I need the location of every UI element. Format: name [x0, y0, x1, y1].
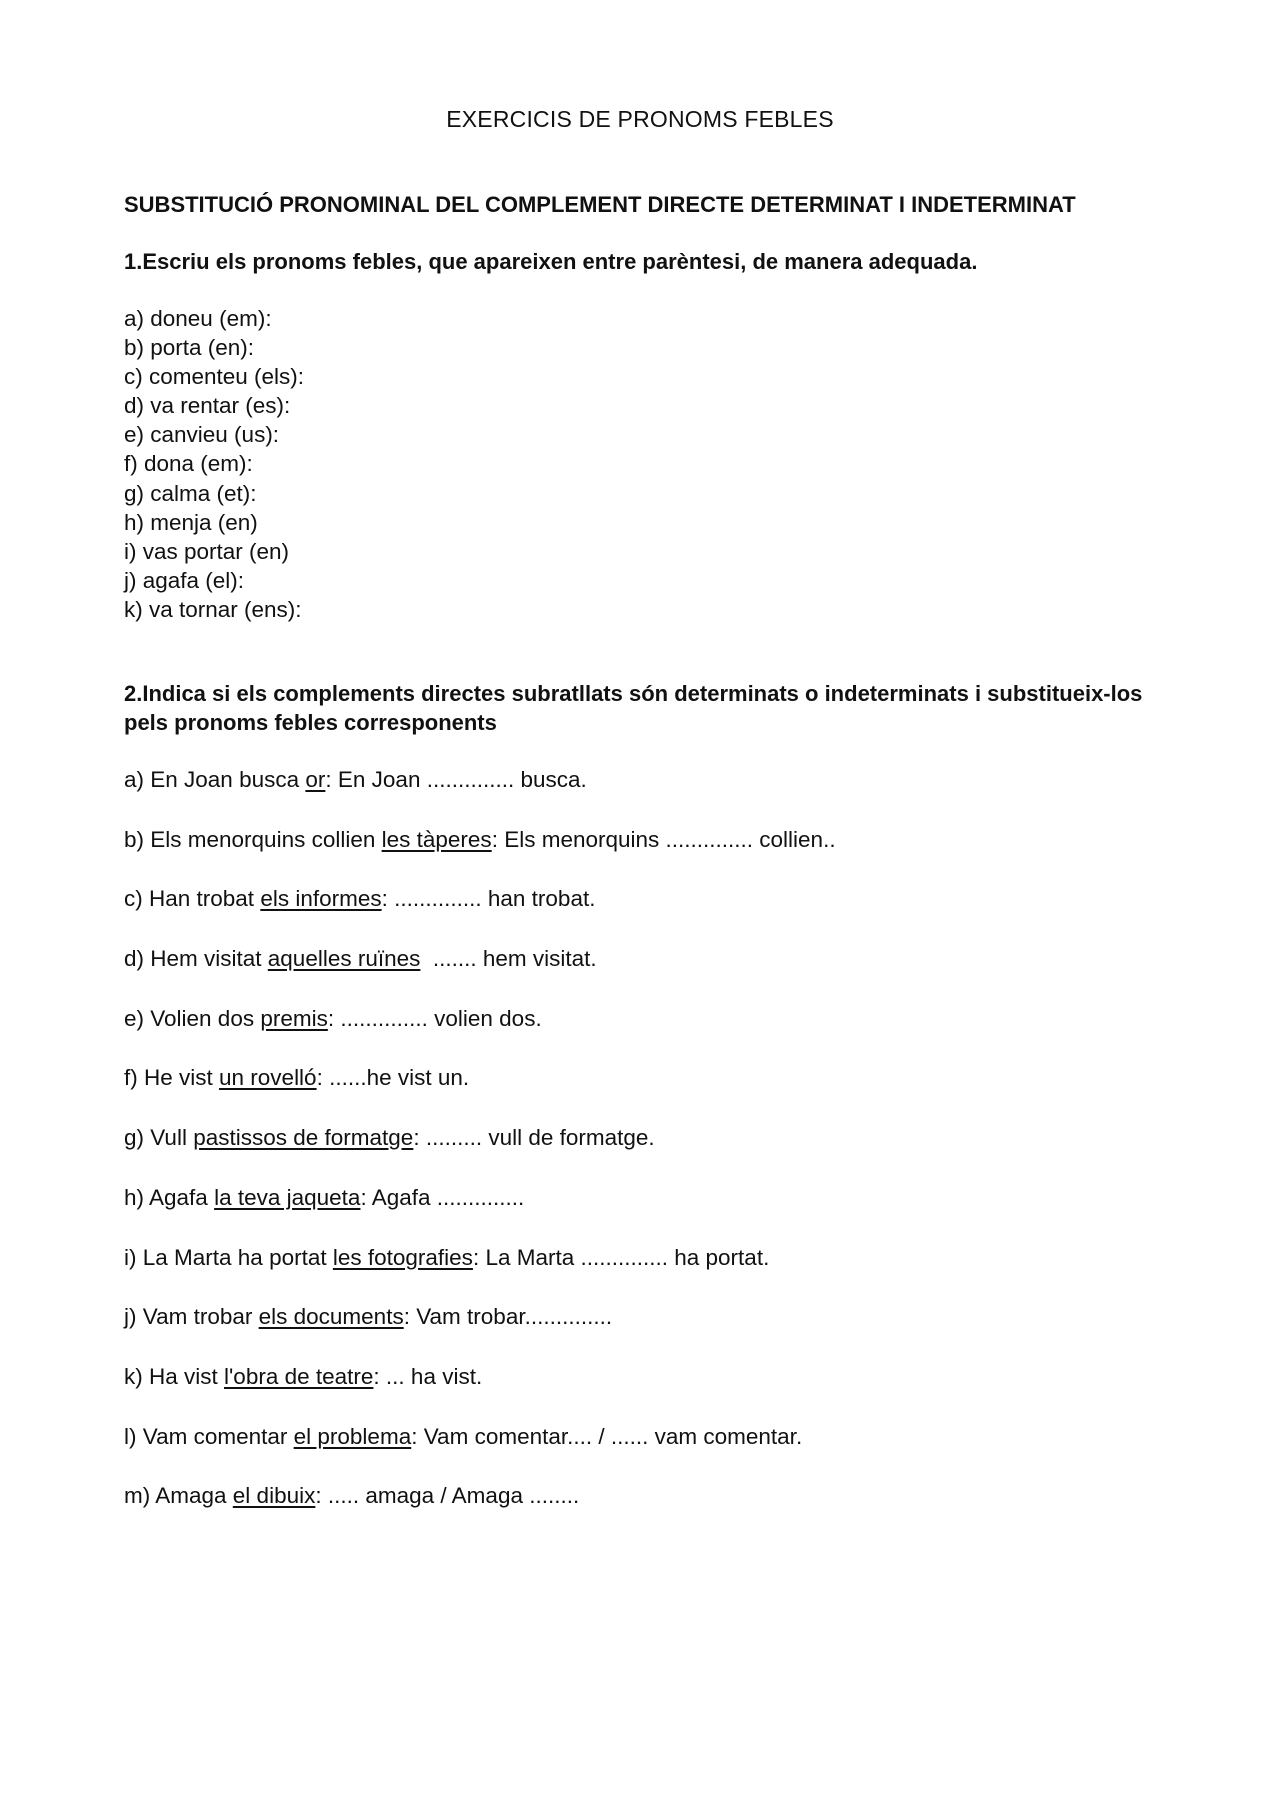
exercise-1-item: k) va tornar (ens):	[124, 596, 302, 622]
item-text: d) Hem visitat	[124, 946, 268, 972]
exercise-2-item	[124, 825, 836, 885]
section-subtitle: SUBSTITUCIÓ PRONOMINAL DEL COMPLEMENT DIRECTE DETERMINAT I INDETERMINAT	[124, 192, 1076, 217]
item-answer-text: : Els menorquins .............. collien..	[491, 826, 836, 852]
exercise-1-item: f) dona (em):	[124, 451, 253, 477]
item-answer-text: : Vam trobar..............	[403, 1304, 613, 1330]
underlined-complement: l'obra de teatre	[224, 1363, 374, 1389]
page-title: EXERCICIS DE PRONOMS FEBLES	[446, 106, 834, 132]
exercise-1-item: i) vas portar (en)	[124, 538, 290, 564]
item-text: e) Volien dos	[124, 1005, 261, 1031]
underlined-complement: or	[305, 767, 326, 792]
item-text: a) En Joan busca	[124, 767, 306, 792]
exercise-2-item	[124, 765, 836, 825]
exercise-2-heading: 2.Indica si els complements directes subratllats són determinats o indeterminats i substitueix-los pels pronoms febles corresponents	[124, 681, 1143, 735]
exercise-1-item: h) menja (en)	[124, 509, 258, 535]
underlined-complement: la teva jaqueta	[214, 1184, 361, 1210]
exercise-1-item: g) calma (et):	[124, 480, 257, 506]
underlined-complement: les fotografies	[332, 1244, 473, 1270]
exercise-1-item: e) canvieu (us):	[124, 422, 280, 448]
underlined-complement: les tàperes	[381, 826, 492, 852]
exercise-2-item	[124, 1422, 836, 1482]
exercise-2-item	[124, 884, 836, 944]
underlined-complement: el problema	[293, 1423, 412, 1449]
item-text: g) Vull	[124, 1125, 194, 1151]
item-text: c) Han trobat	[124, 886, 261, 912]
item-text: f) He vist	[124, 1065, 220, 1091]
underlined-complement: el dibuix	[232, 1483, 316, 1509]
item-answer-text: : La Marta .............. ha portat.	[472, 1244, 770, 1270]
exercise-2-item	[124, 1481, 836, 1541]
exercise-2-item	[124, 1183, 836, 1243]
exercise-1-item: a) doneu (em):	[124, 306, 272, 331]
item-answer-text: : ......... vull de formatge.	[413, 1125, 655, 1151]
item-answer-text: : .............. volien dos.	[327, 1005, 542, 1031]
item-answer-text: : ... ha vist.	[373, 1363, 483, 1389]
exercise-2-item	[124, 1004, 836, 1064]
exercise-2-item	[124, 1302, 836, 1362]
exercise-1-item: c) comenteu (els):	[124, 364, 305, 390]
underlined-complement: aquelles ruïnes	[267, 946, 421, 972]
exercise-1-item: d) va rentar (es):	[124, 393, 291, 419]
underlined-complement: els documents	[258, 1304, 404, 1330]
underlined-complement: premis	[260, 1005, 328, 1031]
item-text: j) Vam trobar	[124, 1304, 259, 1330]
item-text: b) Els menorquins collien	[124, 826, 382, 852]
exercise-2-list	[124, 765, 836, 1541]
item-text: k) Ha vist	[124, 1363, 225, 1389]
item-answer-text: : Agafa ..............	[360, 1184, 525, 1210]
item-answer-text: : En Joan .............. busca.	[325, 767, 587, 792]
item-text: m) Amaga	[124, 1483, 233, 1509]
item-text: l) Vam comentar	[124, 1423, 294, 1449]
item-answer-text: ....... hem visitat.	[420, 946, 597, 972]
item-answer-text: : ......he vist un.	[316, 1065, 470, 1091]
item-text: i) La Marta ha portat	[124, 1244, 333, 1270]
exercise-1-heading: 1.Escriu els pronoms febles, que apareixen entre parèntesi, de manera adequada.	[124, 249, 978, 274]
exercise-1-item: b) porta (en):	[124, 335, 255, 361]
underlined-complement: pastissos de formatge	[193, 1125, 414, 1151]
underlined-complement: els informes	[260, 886, 382, 912]
exercise-2-item	[124, 1243, 836, 1303]
item-answer-text: : .............. han trobat.	[381, 886, 596, 912]
exercise-2-item	[124, 944, 836, 1004]
item-text: h) Agafa	[124, 1184, 215, 1210]
item-answer-text: : Vam comentar.... / ...... vam comentar.	[411, 1423, 803, 1449]
exercise-2-item	[124, 1063, 836, 1123]
item-answer-text: : ..... amaga / Amaga ........	[315, 1483, 580, 1509]
underlined-complement: un rovelló	[219, 1065, 317, 1091]
exercise-2-item	[124, 1362, 836, 1422]
exercise-2-item	[124, 1123, 836, 1183]
exercise-1-item: j) agafa (el):	[124, 567, 245, 593]
exercise-1-list	[124, 304, 304, 624]
